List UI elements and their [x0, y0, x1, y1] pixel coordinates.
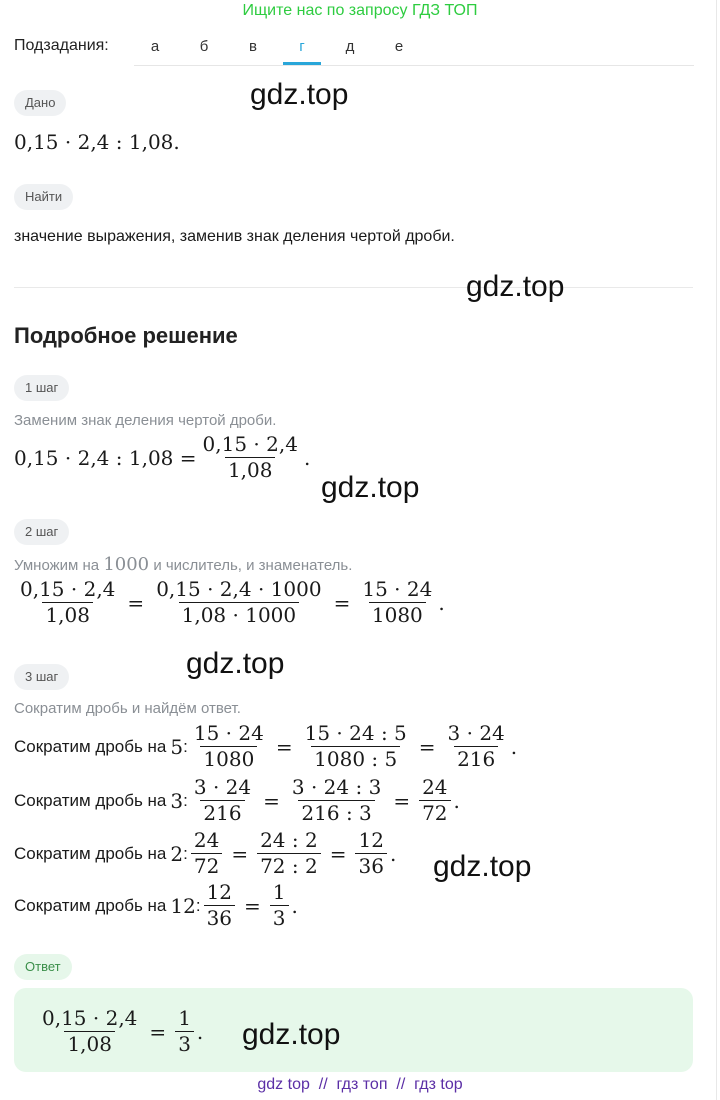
step2-note-a: Умножим на: [14, 557, 100, 574]
answer-equation: [36, 1008, 203, 1055]
step1-period: .: [303, 445, 311, 470]
subtasks-label: Подзадания:: [14, 37, 109, 54]
step3-row2-f3-num: 24: [422, 775, 448, 799]
given-chip: Дано: [14, 90, 66, 116]
watermark-6: gdz.top: [242, 1018, 341, 1051]
step2-note-b: и числитель, и знаменатель.: [153, 557, 353, 574]
step3-row3-f1-num: 24: [193, 828, 220, 852]
step3-row4-f1-num: 12: [206, 880, 233, 904]
watermark-1: gdz.top: [250, 78, 349, 111]
step3-chip: 3 шаг: [14, 664, 69, 690]
answer-fraction: [39, 1008, 140, 1055]
step3-row4-f1-den: 36: [204, 905, 235, 929]
page-right-border: [716, 0, 717, 1100]
step1-chip: 1 шаг: [14, 375, 69, 401]
step3-row2-f1: [191, 777, 254, 824]
step3-row1-k: 5: [170, 734, 184, 759]
step3-row3-f3: [355, 830, 386, 877]
answer-eq: =: [149, 1019, 167, 1044]
step2-chip: 2 шаг: [14, 519, 69, 545]
step3-row3-f2-num: 24 : 2: [260, 828, 318, 852]
step3-row1-f3-den: 216: [454, 746, 498, 770]
step3-row4-period: .: [291, 893, 298, 918]
step3-row1-f2-den: 1080 : 5: [311, 746, 400, 770]
step3-row3-f2-den: 72 : 2: [257, 853, 321, 877]
step3-row2-f1-den: 216: [200, 800, 244, 824]
step3-row3-f1-den: 72: [191, 853, 222, 877]
step3-row-2: Сократим дробь на 3 : $\frac{3 \cdot 24}{216}$ = $\frac{3 \cdot 24 : 3}{216 : 3}$ = $\frac{24}{72}$ .: [14, 775, 460, 825]
find-chip: Найти: [14, 184, 73, 210]
step2-note-number: 1000: [103, 554, 150, 575]
tab-b[interactable]: б: [199, 38, 209, 55]
step2-fraction-1: [17, 579, 118, 626]
step3-row2-period: .: [453, 788, 460, 813]
tab-a[interactable]: а: [150, 38, 160, 55]
answer-chip: Ответ: [14, 954, 72, 980]
tab-e[interactable]: е: [394, 38, 404, 55]
step2-f2-numerator: 0,15 · 2,4 · 1000: [156, 577, 322, 601]
step3-row2-f2-den: 216 : 3: [298, 800, 374, 824]
step3-row1-eq2: =: [418, 734, 436, 759]
step3-row4-f2-num: 1: [272, 880, 286, 904]
solution-title: Подробное решение: [14, 323, 238, 348]
step1-fraction: [200, 434, 301, 481]
step3-row2-f1-num: 3 · 24: [193, 775, 252, 799]
step1-note: Заменим знак деления чертой дроби.: [14, 412, 277, 429]
watermark-3: gdz.top: [321, 471, 420, 504]
tab-v[interactable]: в: [249, 38, 257, 55]
step2-fraction-3: [359, 579, 435, 626]
tab-d[interactable]: д: [345, 38, 355, 55]
find-text: значение выражения, заменив знак деления чертой дроби.: [14, 228, 455, 245]
step2-f1-numerator: 0,15 · 2,4: [20, 577, 116, 601]
step2-fraction-2: [153, 579, 324, 626]
step2-eq-2: =: [333, 590, 351, 615]
step3-row2-eq2: =: [393, 788, 411, 813]
step3-row1-f3-num: 3 · 24: [447, 721, 505, 745]
step3-row4-k: 12: [170, 893, 196, 918]
step3-row1-f3: [445, 723, 508, 770]
step3-row2-f3-den: 72: [419, 800, 450, 824]
step3-row1-eq1: =: [275, 734, 293, 759]
step3-row-1: Сократим дробь на 5 : $\frac{15 \cdot 24}{1080}$ = $\frac{15 \cdot 24 : 5}{1080 : 5}$ = $\frac{3 \cdot 24}{216}$ .: [14, 721, 518, 771]
step3-row2-f3: [419, 777, 450, 824]
step3-row4-f2: [270, 882, 289, 929]
step3-row3-f2: [257, 830, 321, 877]
answer-result-denominator: 3: [175, 1031, 194, 1055]
step3-row-4: Сократим дробь на 12 : $\frac{12}{36}$ = $\frac{1}{3}$ .: [14, 880, 298, 930]
tab-g[interactable]: г: [299, 38, 305, 55]
step1-numerator: 0,15 · 2,4: [202, 432, 298, 456]
answer-denominator: 1,08: [64, 1031, 115, 1055]
step3-row4-f1: [204, 882, 235, 929]
step3-row3-text: Сократим дробь на: [14, 843, 167, 863]
given-expression: 0,15 · 2,4 : 1,08.: [14, 130, 180, 154]
step3-row3-f3-den: 36: [355, 853, 386, 877]
watermark-2: gdz.top: [466, 270, 565, 303]
step3-row2-text: Сократим дробь на: [14, 790, 167, 810]
step3-row4-eq1: =: [244, 893, 261, 918]
step1-lhs: 0,15 · 2,4 : 1,08 =: [14, 445, 197, 470]
step3-row3-period: .: [389, 841, 397, 866]
step3-row2-f2: [289, 777, 384, 824]
step3-row3-f1: [191, 830, 222, 877]
step3-row-3: Сократим дробь на 2 : $\frac{24}{72}$ = $\frac{24 : 2}{72 : 2}$ = $\frac{12}{36}$ .: [14, 828, 397, 878]
step2-eq-1: =: [127, 590, 145, 615]
step3-row1-f1-num: 15 · 24: [193, 721, 264, 745]
step2-f2-denominator: 1,08 · 1000: [179, 602, 300, 626]
step2-equation: [14, 579, 445, 626]
step3-row1-f1: [191, 723, 267, 770]
active-tab-indicator: [283, 62, 321, 65]
step3-row2-eq1: =: [263, 788, 280, 813]
answer-numerator: 0,15 · 2,4: [42, 1006, 138, 1030]
step2-f1-denominator: 1,08: [42, 602, 93, 626]
section-divider: [14, 287, 693, 288]
answer-result: [175, 1008, 194, 1055]
step3-row1-f1-den: 1080: [200, 746, 257, 770]
step1-equation: [14, 434, 310, 481]
step3-row1-text: Сократим дробь на: [14, 736, 167, 756]
footer-links[interactable]: gdz top // гдз топ // гдз top: [257, 1076, 463, 1093]
step3-row1-f2-num: 15 · 24 : 5: [304, 721, 407, 745]
step3-row1-f2: [302, 723, 410, 770]
step3-row4-f2-den: 3: [270, 905, 289, 929]
step3-row2-k: 3: [170, 788, 184, 813]
step2-period: .: [438, 590, 445, 615]
answer-period: .: [196, 1019, 204, 1044]
step3-row3-eq2: =: [329, 841, 347, 866]
step3-row1-period: .: [510, 734, 518, 759]
step3-row3-eq1: =: [231, 841, 249, 866]
answer-result-numerator: 1: [178, 1006, 191, 1030]
step1-denominator: 1,08: [225, 457, 276, 481]
step3-row4-text: Сократим дробь на: [14, 895, 167, 915]
step2-f3-denominator: 1080: [369, 602, 426, 626]
step2-f3-numerator: 15 · 24: [362, 577, 433, 601]
search-banner: Ищите нас по запросу ГДЗ ТОП: [242, 2, 478, 19]
step2-note: [14, 554, 352, 575]
step3-note: Сократим дробь и найдём ответ.: [14, 700, 241, 717]
step3-row3-k: 2: [170, 841, 184, 866]
step3-row2-f2-num: 3 · 24 : 3: [291, 775, 382, 799]
tabs-divider: [134, 65, 694, 66]
step3-row3-f3-num: 12: [358, 828, 384, 852]
watermark-4: gdz.top: [186, 647, 285, 680]
watermark-5: gdz.top: [433, 850, 532, 883]
